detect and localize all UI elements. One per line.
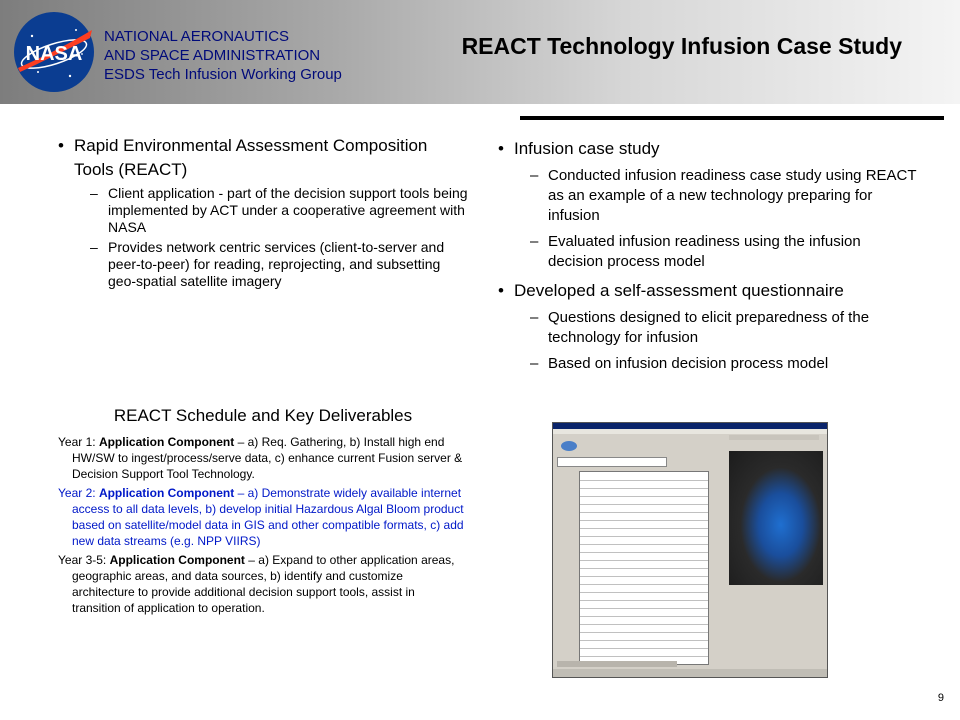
sub-bullet-questions: – Questions designed to elicit preparedness of the technology for infusion [530,309,870,346]
bullet-react: • Rapid Environmental Assessment Composition Tools (REACT) – Client application - part of the decision support tools being implemented by ACT under a cooperative agreement with NASA – Provides network centric services (client-to-server and peer-to-peer) for reading, reprojecting, and subsetting geo-spatial satellite imagery [58,136,468,289]
schedule-year-3-5: Year 3-5: Application Component – a) Expand to other application areas, geographic areas, and data sources, b) identify and customize architecture to provide additional decision support tools, assist in transition of application to operation. [58,553,455,615]
bullet-react-text: Rapid Environmental Assessment Composition Tools (REACT) [74,136,428,179]
agency-name [104,27,342,84]
title-underline [520,116,944,120]
sub-bullet-readiness-study: – Conducted infusion readiness case study using REACT as an example of a new technology preparing for infusion [530,167,917,224]
page-number: 9 [937,692,944,704]
bullet-infusion-case-study: • Infusion case study – Conducted infusion readiness case study using REACT as an example of a new technology preparing for infusion – Evaluated infusion readiness using the infusion decision process model [498,139,917,270]
satellite-map-image [729,451,823,585]
schedule-list [58,434,466,619]
file-list-table [579,471,709,665]
svg-text:NASA: NASA [25,43,83,65]
schedule-year-1: Year 1: Application Component – a) Req. Gathering, b) Install high end HW/SW to ingest/process/serve data, c) enhance current Fusion server & Decision Support Tool Technology. [58,435,463,481]
agency-line-2: AND SPACE ADMINISTRATION [104,47,321,64]
left-column [58,134,468,293]
schedule-year-2: Year 2: Application Component – a) Demonstrate widely available internet access to all data levels, b) develop initial Hazardous Algal Bloom product based on satellite/model data in GIS and other compatible formats, c) add new data streams (e.g. NPP VIIRS) [58,486,464,548]
working-group-line: ESDS Tech Infusion Working Group [104,66,342,83]
sub-bullet-based-on-model: – Based on infusion decision process model [530,355,829,372]
nasa-logo-icon [12,10,96,94]
sub-bullet-client-app: – Client application - part of the decision support tools being implemented by ACT under a cooperative agreement with NASA [90,185,468,235]
react-app-screenshot [552,422,828,678]
sub-bullet-network-services: – Provides network centric services (client-to-server and peer-to-peer) for reading, reprojecting, and subsetting geo-spatial satellite imagery [90,239,445,289]
bullet-questionnaire: • Developed a self-assessment questionnaire – Questions designed to elicit preparedness of the technology for infusion – Based on infusion decision process model [498,278,918,374]
schedule-title: REACT Schedule and Key Deliverables [113,406,413,425]
slide-title: REACT Technology Infusion Case Study [461,33,902,59]
sub-bullet-evaluated-readiness: – Evaluated infusion readiness using the infusion decision process model [530,233,861,270]
agency-line-1: NATIONAL AERONAUTICS [104,28,290,45]
right-column [498,136,918,380]
